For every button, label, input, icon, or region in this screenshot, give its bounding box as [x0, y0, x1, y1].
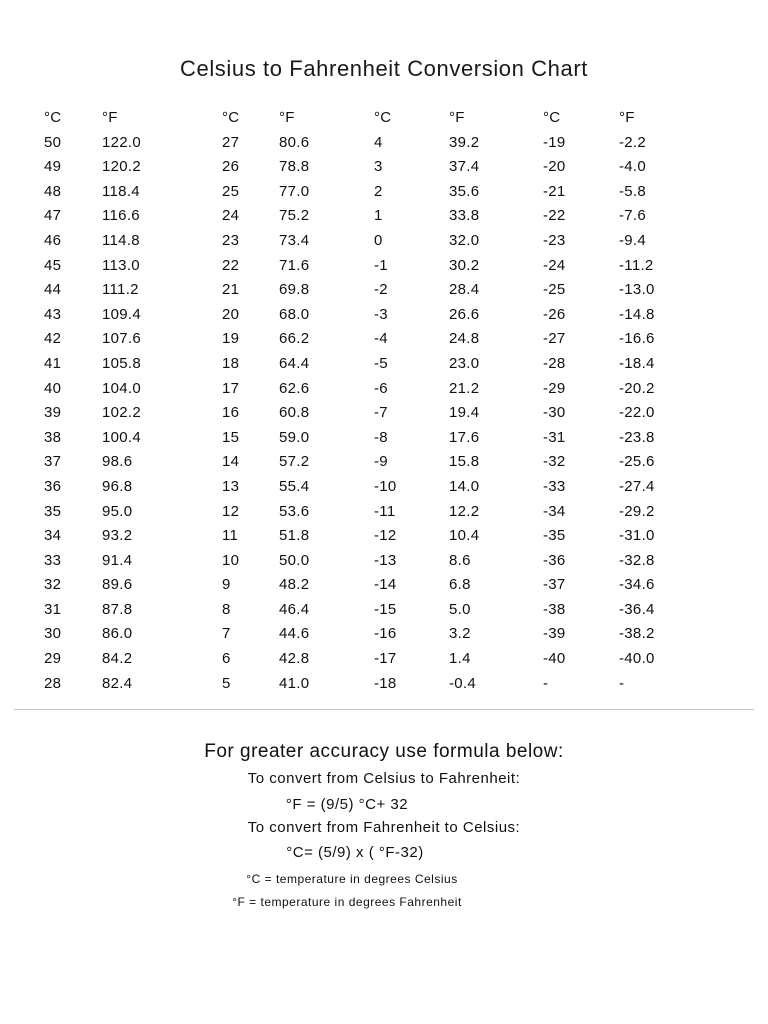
celsius-column-3 — [374, 106, 397, 696]
fahrenheit-value: 84.2 — [102, 650, 133, 668]
celsius-value: 1 — [374, 207, 383, 225]
fahrenheit-value: -11.2 — [619, 256, 654, 274]
celsius-value: 48 — [44, 182, 62, 200]
fahrenheit-value: 82.4 — [102, 674, 133, 692]
fahrenheit-value: 42.8 — [279, 650, 310, 668]
fahrenheit-value: -2.2 — [619, 133, 647, 151]
fahrenheit-definition: °F = temperature in degrees Fahrenheit — [232, 895, 462, 909]
celsius-value: -1 — [374, 256, 388, 274]
celsius-value: 23 — [222, 231, 240, 249]
fahrenheit-value: 113.0 — [102, 256, 140, 274]
fahrenheit-value: -5.8 — [619, 182, 647, 200]
celsius-value: 24 — [222, 207, 240, 225]
celsius-value: 6 — [222, 650, 231, 668]
celsius-value: 26 — [222, 158, 240, 176]
fahrenheit-value: 23.0 — [449, 354, 480, 372]
celsius-value: 42 — [44, 330, 62, 348]
f-to-c-label: To convert from Fahrenheit to Celsius: — [247, 819, 521, 836]
celsius-value: -18 — [374, 674, 397, 692]
celsius-value: -7 — [374, 404, 388, 422]
fahrenheit-value: 71.6 — [279, 256, 310, 274]
fahrenheit-value: 87.8 — [102, 600, 133, 618]
celsius-column-4 — [543, 106, 566, 696]
celsius-value: -29 — [543, 379, 566, 397]
celsius-value: - — [543, 674, 549, 692]
fahrenheit-value: 55.4 — [279, 477, 310, 495]
celsius-column-2 — [222, 106, 239, 696]
celsius-value: 3 — [374, 158, 383, 176]
celsius-definition: °C = temperature in degrees Celsius — [246, 872, 458, 886]
fahrenheit-value: -36.4 — [619, 600, 655, 618]
celsius-value: -8 — [374, 428, 388, 446]
celsius-value: -20 — [543, 158, 566, 176]
fahrenheit-value: -7.6 — [619, 207, 647, 225]
fahrenheit-value: 57.2 — [279, 453, 310, 471]
fahrenheit-value: 28.4 — [449, 281, 480, 299]
fahrenheit-value: -13.0 — [619, 281, 655, 299]
fahrenheit-column-4 — [619, 106, 655, 696]
fahrenheit-value: 19.4 — [449, 404, 480, 422]
fahrenheit-value: 114.8 — [102, 231, 140, 249]
celsius-value: 18 — [222, 354, 240, 372]
fahrenheit-value: -0.4 — [449, 674, 477, 692]
celsius-value: -12 — [374, 527, 397, 545]
fahrenheit-value: 98.6 — [102, 453, 133, 471]
fahrenheit-value: -4.0 — [619, 158, 647, 176]
celsius-value: 5 — [222, 674, 231, 692]
fahrenheit-value: 51.8 — [279, 527, 310, 545]
fahrenheit-value: 95.0 — [102, 502, 133, 520]
fahrenheit-value: 53.6 — [279, 502, 310, 520]
fahrenheit-value: 68.0 — [279, 305, 310, 323]
fahrenheit-value: 107.6 — [102, 330, 142, 348]
fahrenheit-value: 93.2 — [102, 527, 133, 545]
fahrenheit-value: 120.2 — [102, 158, 142, 176]
celsius-value: 33 — [44, 551, 62, 569]
fahrenheit-header: °F — [279, 109, 295, 126]
fahrenheit-value: 26.6 — [449, 305, 480, 323]
celsius-value: -26 — [543, 305, 566, 323]
celsius-value: 25 — [222, 182, 240, 200]
celsius-value: -21 — [543, 182, 566, 200]
fahrenheit-value: 104.0 — [102, 379, 142, 397]
celsius-value: -40 — [543, 650, 566, 668]
fahrenheit-value: 91.4 — [102, 551, 133, 569]
celsius-value: 9 — [222, 576, 231, 594]
celsius-value: 32 — [44, 576, 62, 594]
fahrenheit-value: 116.6 — [102, 207, 140, 225]
celsius-value: 14 — [222, 453, 240, 471]
fahrenheit-value: 86.0 — [102, 625, 133, 643]
fahrenheit-value: 24.8 — [449, 330, 480, 348]
fahrenheit-value: 77.0 — [279, 182, 310, 200]
celsius-header: °C — [374, 109, 392, 126]
celsius-value: -19 — [543, 133, 566, 151]
fahrenheit-value: 78.8 — [279, 158, 310, 176]
celsius-value: -5 — [374, 354, 388, 372]
fahrenheit-value: 35.6 — [449, 182, 480, 200]
c-to-f-formula: °F = (9/5) °C+ 32 — [285, 796, 409, 813]
celsius-header: °C — [222, 109, 240, 126]
fahrenheit-value: -31.0 — [619, 527, 655, 545]
fahrenheit-value: -23.8 — [619, 428, 655, 446]
celsius-value: 40 — [44, 379, 62, 397]
celsius-value: 0 — [374, 231, 383, 249]
celsius-value: -2 — [374, 281, 388, 299]
fahrenheit-value: - — [619, 674, 625, 692]
fahrenheit-value: 6.8 — [449, 576, 471, 594]
celsius-value: -15 — [374, 600, 397, 618]
celsius-value: 37 — [44, 453, 62, 471]
fahrenheit-value: 12.2 — [449, 502, 480, 520]
celsius-value: -22 — [543, 207, 566, 225]
celsius-column-1 — [44, 106, 61, 696]
celsius-value: 15 — [222, 428, 240, 446]
fahrenheit-value: -25.6 — [619, 453, 655, 471]
celsius-value: 43 — [44, 305, 62, 323]
f-to-c-formula: °C= (5/9) x ( °F-32) — [286, 844, 424, 861]
celsius-value: -36 — [543, 551, 566, 569]
section-divider — [14, 709, 754, 710]
celsius-value: 27 — [222, 133, 240, 151]
celsius-header: °C — [543, 109, 561, 126]
fahrenheit-value: -14.8 — [619, 305, 655, 323]
fahrenheit-value: 3.2 — [449, 625, 471, 643]
celsius-value: -16 — [374, 625, 397, 643]
celsius-value: 13 — [222, 477, 240, 495]
fahrenheit-column-1 — [102, 106, 141, 696]
celsius-value: 39 — [44, 404, 62, 422]
fahrenheit-value: 30.2 — [449, 256, 480, 274]
celsius-value: 46 — [44, 231, 62, 249]
fahrenheit-value: -9.4 — [619, 231, 647, 249]
celsius-value: 7 — [222, 625, 231, 643]
celsius-value: -39 — [543, 625, 566, 643]
celsius-value: 44 — [44, 281, 62, 299]
fahrenheit-column-2 — [279, 106, 309, 696]
celsius-value: -28 — [543, 354, 566, 372]
fahrenheit-value: 50.0 — [279, 551, 310, 569]
fahrenheit-value: 100.4 — [102, 428, 142, 446]
celsius-value: 41 — [44, 354, 62, 372]
fahrenheit-value: 96.8 — [102, 477, 133, 495]
celsius-value: 34 — [44, 527, 62, 545]
celsius-value: -23 — [543, 231, 566, 249]
fahrenheit-value: 60.8 — [279, 404, 310, 422]
celsius-value: -17 — [374, 650, 397, 668]
fahrenheit-column-3 — [449, 106, 479, 696]
fahrenheit-value: 69.8 — [279, 281, 310, 299]
celsius-value: -30 — [543, 404, 566, 422]
fahrenheit-value: -27.4 — [619, 477, 655, 495]
celsius-value: 49 — [44, 158, 62, 176]
c-to-f-label: To convert from Celsius to Fahrenheit: — [247, 770, 521, 787]
fahrenheit-value: 39.2 — [449, 133, 480, 151]
celsius-value: -34 — [543, 502, 566, 520]
fahrenheit-value: -20.2 — [619, 379, 655, 397]
fahrenheit-value: 5.0 — [449, 600, 471, 618]
celsius-value: 20 — [222, 305, 240, 323]
fahrenheit-value: 109.4 — [102, 305, 142, 323]
fahrenheit-value: -18.4 — [619, 354, 655, 372]
celsius-value: 19 — [222, 330, 240, 348]
fahrenheit-value: 105.8 — [102, 354, 142, 372]
fahrenheit-value: 1.4 — [449, 650, 471, 668]
celsius-value: 29 — [44, 650, 62, 668]
celsius-value: 21 — [222, 281, 240, 299]
celsius-value: -24 — [543, 256, 566, 274]
page-title: Celsius to Fahrenheit Conversion Chart — [180, 56, 588, 81]
celsius-value: -11 — [374, 502, 396, 520]
fahrenheit-value: 62.6 — [279, 379, 310, 397]
celsius-value: 11 — [222, 527, 239, 545]
fahrenheit-value: 15.8 — [449, 453, 480, 471]
celsius-value: -14 — [374, 576, 397, 594]
celsius-value: 2 — [374, 182, 383, 200]
fahrenheit-value: 89.6 — [102, 576, 133, 594]
fahrenheit-value: 73.4 — [279, 231, 310, 249]
celsius-header: °C — [44, 109, 62, 126]
fahrenheit-value: -16.6 — [619, 330, 655, 348]
celsius-value: -35 — [543, 527, 566, 545]
celsius-value: -37 — [543, 576, 566, 594]
fahrenheit-value: -38.2 — [619, 625, 655, 643]
celsius-value: -4 — [374, 330, 388, 348]
celsius-value: -13 — [374, 551, 397, 569]
fahrenheit-value: 64.4 — [279, 354, 310, 372]
fahrenheit-value: 75.2 — [279, 207, 310, 225]
fahrenheit-value: -40.0 — [619, 650, 655, 668]
celsius-value: 17 — [222, 379, 240, 397]
fahrenheit-header: °F — [102, 109, 118, 126]
fahrenheit-value: -22.0 — [619, 404, 655, 422]
celsius-value: 38 — [44, 428, 62, 446]
fahrenheit-value: 44.6 — [279, 625, 310, 643]
fahrenheit-value: 46.4 — [279, 600, 310, 618]
fahrenheit-value: 32.0 — [449, 231, 480, 249]
celsius-value: 22 — [222, 256, 240, 274]
fahrenheit-value: 59.0 — [279, 428, 310, 446]
celsius-value: 10 — [222, 551, 240, 569]
celsius-value: -32 — [543, 453, 566, 471]
celsius-value: -25 — [543, 281, 566, 299]
celsius-value: -33 — [543, 477, 566, 495]
formula-heading: For greater accuracy use formula below: — [204, 741, 564, 762]
celsius-value: -10 — [374, 477, 397, 495]
fahrenheit-value: -29.2 — [619, 502, 655, 520]
fahrenheit-value: 118.4 — [102, 182, 140, 200]
celsius-value: 47 — [44, 207, 62, 225]
celsius-value: 35 — [44, 502, 62, 520]
fahrenheit-value: 41.0 — [279, 674, 310, 692]
celsius-value: 12 — [222, 502, 240, 520]
celsius-value: -6 — [374, 379, 388, 397]
fahrenheit-value: 122.0 — [102, 133, 142, 151]
fahrenheit-value: 111.2 — [102, 281, 139, 299]
fahrenheit-header: °F — [619, 109, 635, 126]
celsius-value: 8 — [222, 600, 231, 618]
fahrenheit-value: 37.4 — [449, 158, 480, 176]
fahrenheit-value: 17.6 — [449, 428, 480, 446]
fahrenheit-value: 14.0 — [449, 477, 480, 495]
fahrenheit-value: 8.6 — [449, 551, 471, 569]
fahrenheit-value: -34.6 — [619, 576, 655, 594]
fahrenheit-value: 80.6 — [279, 133, 310, 151]
fahrenheit-value: -32.8 — [619, 551, 655, 569]
celsius-value: 36 — [44, 477, 62, 495]
celsius-value: -3 — [374, 305, 388, 323]
celsius-value: -27 — [543, 330, 566, 348]
celsius-value: -31 — [543, 428, 566, 446]
celsius-value: 45 — [44, 256, 62, 274]
fahrenheit-value: 48.2 — [279, 576, 310, 594]
celsius-value: 28 — [44, 674, 62, 692]
fahrenheit-header: °F — [449, 109, 465, 126]
celsius-value: -38 — [543, 600, 566, 618]
celsius-value: 50 — [44, 133, 62, 151]
celsius-value: 30 — [44, 625, 62, 643]
fahrenheit-value: 33.8 — [449, 207, 480, 225]
fahrenheit-value: 10.4 — [449, 527, 480, 545]
celsius-value: 31 — [44, 600, 62, 618]
celsius-value: 16 — [222, 404, 240, 422]
celsius-value: -9 — [374, 453, 388, 471]
fahrenheit-value: 102.2 — [102, 404, 142, 422]
fahrenheit-value: 21.2 — [449, 379, 480, 397]
celsius-value: 4 — [374, 133, 383, 151]
fahrenheit-value: 66.2 — [279, 330, 310, 348]
